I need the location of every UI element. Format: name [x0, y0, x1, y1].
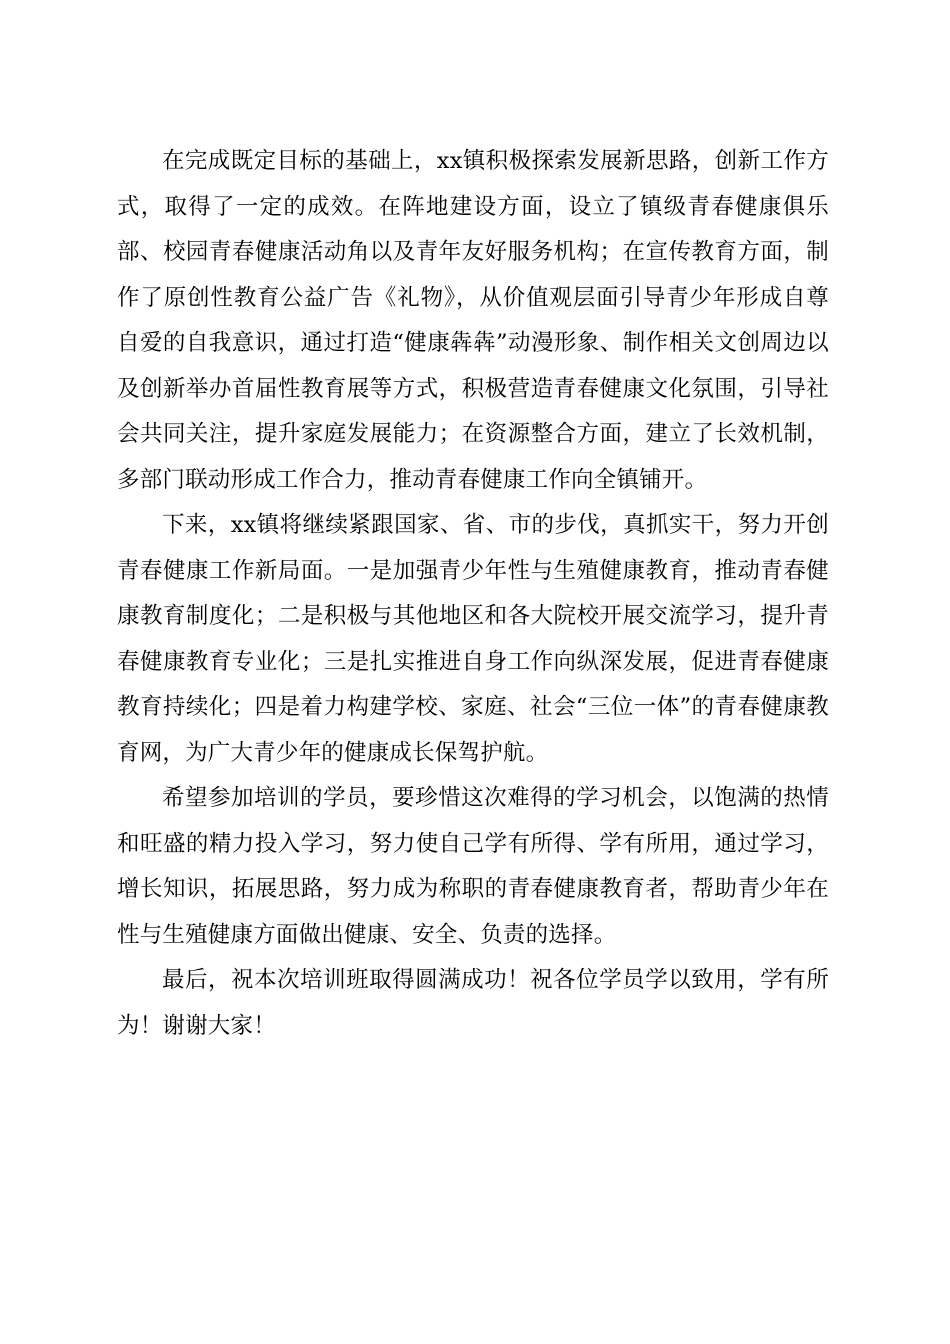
paragraph-closing-wishes: 最后，祝本次培训班取得圆满成功！祝各位学员学以致用，学有所为！谢谢大家！ [117, 967, 829, 1039]
paragraph-future-plans: 下来，xx镇将继续紧跟国家、省、市的步伐，真抓实干，努力开创青春健康工作新局面。一是加强青少年性与生殖健康教育，推动青春健康教育制度化；二是积极与其他地区和各大院校开展交流学习，提升青春健康教育专业化；三是扎实推进自身工作向纵深发展，促进青春健康教育持续化；四是着力构建学校、家庭、社会“三位一体”的青春健康教育网，为广大青少年的健康成长保驾护航。 [117, 512, 829, 766]
document-body [117, 139, 829, 1049]
paragraph-achievements: 在完成既定目标的基础上，xx镇积极探索发展新思路，创新工作方式，取得了一定的成效。在阵地建设方面，设立了镇级青春健康俱乐部、校园青春健康活动角以及青年友好服务机构；在宣传教育方面，制作了原创性教育公益广告《礼物》，从价值观层面引导青少年形成自尊自爱的自我意识，通过打造“健康犇犇”动漫形象、制作相关文创周边以及创新举办首届性教育展等方式，积极营造青春健康文化氛围，引导社会共同关注，提升家庭发展能力；在资源整合方面，建立了长效机制，多部门联动形成工作合力，推动青春健康工作向全镇铺开。 [117, 148, 829, 493]
paragraph-trainee-expectations: 希望参加培训的学员，要珍惜这次难得的学习机会，以饱满的热情和旺盛的精力投入学习，努力使自己学有所得、学有所用，通过学习，增长知识，拓展思路，努力成为称职的青春健康教育者，帮助青少年在性与生殖健康方面做出健康、安全、负责的选择。 [117, 785, 829, 948]
